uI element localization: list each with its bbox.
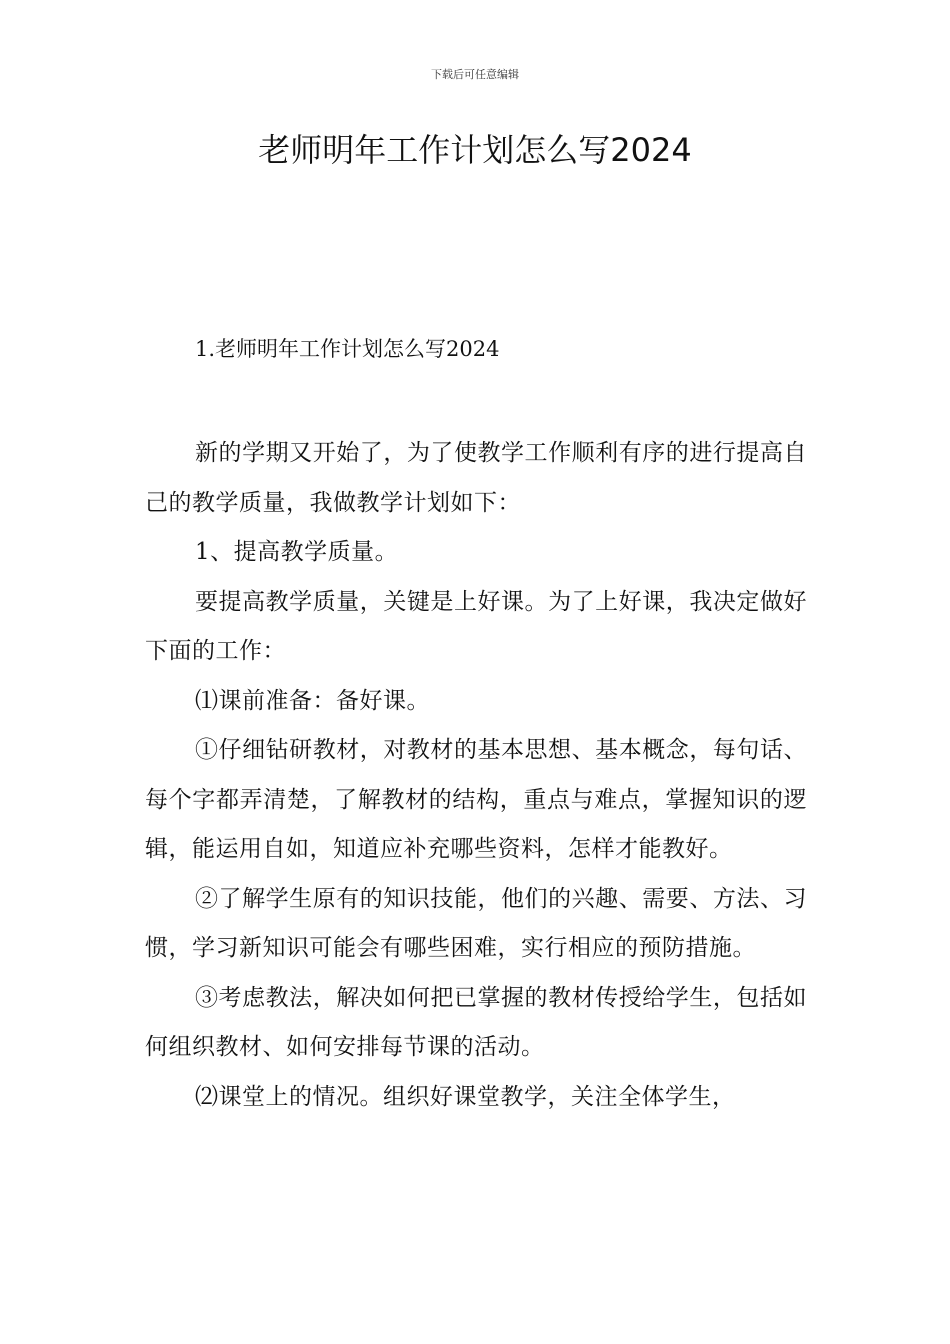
paragraph: ⑵课堂上的情况。组织好课堂教学，关注全体学生， bbox=[195, 1083, 736, 1110]
header-note: 下载后可任意编辑 bbox=[431, 68, 519, 81]
paragraph: ③考虑教法，解决如何把已掌握的教材传授给学生，包括如何组织教材、如何安排每节课的活动。 bbox=[145, 984, 807, 1060]
paragraph: 要提高教学质量，关键是上好课。为了上好课，我决定做好下面的工作： bbox=[145, 588, 807, 664]
paragraph: 新的学期又开始了，为了使教学工作顺利有序的进行提高自己的教学质量，我做教学计划如下： bbox=[145, 440, 807, 516]
section-heading: 1.老师明年工作计划怎么写2024 bbox=[195, 337, 500, 361]
paragraph: 1、提高教学质量。 bbox=[195, 539, 399, 565]
paragraph: ⑴课前准备：备好课。 bbox=[195, 687, 430, 714]
document-body bbox=[145, 429, 807, 1122]
document-title: 老师明年工作计划怎么写2024 bbox=[258, 131, 692, 169]
paragraph: ①仔细钻研教材，对教材的基本思想、基本概念，每句话、每个字都弄清楚，了解教材的结构，重点与难点，掌握知识的逻辑，能运用自如，知道应补充哪些资料，怎样才能教好。 bbox=[145, 737, 807, 862]
paragraph: ②了解学生原有的知识技能，他们的兴趣、需要、方法、习惯，学习新知识可能会有哪些困难，实行相应的预防措施。 bbox=[145, 885, 807, 961]
